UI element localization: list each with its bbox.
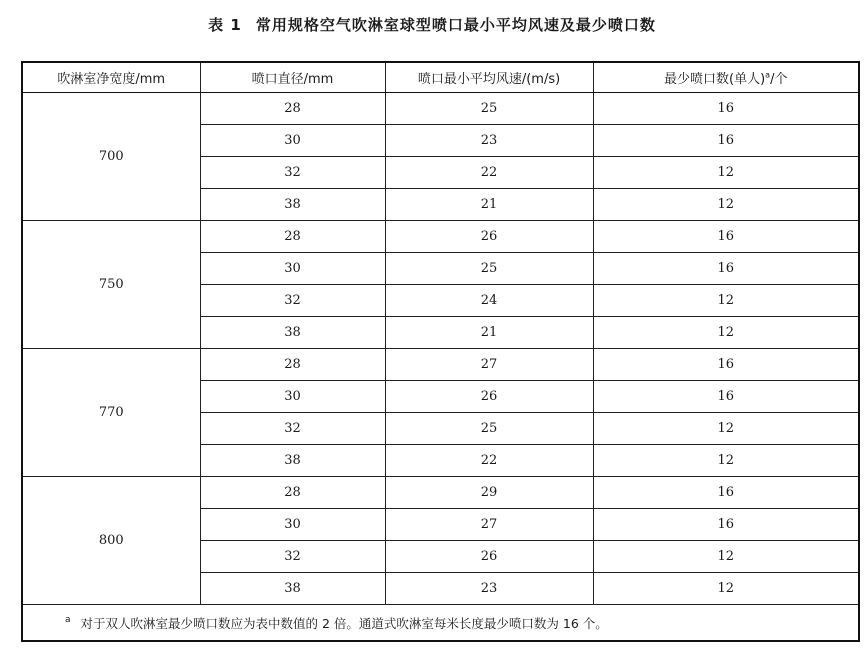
cell-speed: 25	[385, 253, 593, 285]
cell-count: 16	[593, 253, 859, 285]
cell-width: 770	[22, 349, 200, 477]
cell-count: 16	[593, 125, 859, 157]
table-caption	[0, 14, 864, 35]
cell-count: 12	[593, 157, 859, 189]
cell-count: 12	[593, 413, 859, 445]
cell-count: 12	[593, 445, 859, 477]
cell-diameter: 38	[200, 445, 385, 477]
table-row	[22, 93, 859, 125]
cell-count: 12	[593, 541, 859, 573]
header-count-prefix: 最少喷口数(单人)	[664, 72, 766, 87]
cell-speed: 25	[385, 93, 593, 125]
cell-speed: 21	[385, 189, 593, 221]
table-row	[22, 477, 859, 509]
cell-diameter: 38	[200, 317, 385, 349]
cell-speed: 27	[385, 349, 593, 381]
cell-diameter: 28	[200, 93, 385, 125]
cell-diameter: 28	[200, 349, 385, 381]
cell-diameter: 28	[200, 221, 385, 253]
cell-speed: 26	[385, 221, 593, 253]
cell-speed: 22	[385, 445, 593, 477]
cell-speed: 26	[385, 541, 593, 573]
air-shower-nozzle-table	[21, 61, 860, 642]
table-row	[22, 349, 859, 381]
cell-speed: 21	[385, 317, 593, 349]
footnote-cell	[22, 605, 859, 642]
cell-diameter: 30	[200, 125, 385, 157]
cell-count: 16	[593, 93, 859, 125]
cell-speed: 23	[385, 125, 593, 157]
header-speed: 喷口最小平均风速/(m/s)	[385, 62, 593, 93]
cell-diameter: 32	[200, 541, 385, 573]
cell-width: 700	[22, 93, 200, 221]
cell-speed: 24	[385, 285, 593, 317]
cell-speed: 26	[385, 381, 593, 413]
table-title: 常用规格空气吹淋室球型喷口最小平均风速及最少喷口数	[255, 16, 656, 34]
header-count-suffix: /个	[770, 72, 788, 87]
cell-count: 16	[593, 221, 859, 253]
cell-count: 12	[593, 189, 859, 221]
cell-diameter: 28	[200, 477, 385, 509]
cell-diameter: 30	[200, 381, 385, 413]
cell-diameter: 38	[200, 189, 385, 221]
cell-count: 16	[593, 349, 859, 381]
table-number: 表 1	[208, 16, 242, 34]
cell-count: 16	[593, 477, 859, 509]
cell-count: 12	[593, 317, 859, 349]
footnote-row	[22, 605, 859, 642]
cell-count: 12	[593, 573, 859, 605]
cell-speed: 22	[385, 157, 593, 189]
cell-speed: 29	[385, 477, 593, 509]
table-body	[22, 93, 859, 605]
cell-width: 800	[22, 477, 200, 605]
header-count	[593, 62, 859, 93]
cell-diameter: 32	[200, 413, 385, 445]
cell-width: 750	[22, 221, 200, 349]
cell-diameter: 32	[200, 157, 385, 189]
cell-count: 16	[593, 381, 859, 413]
table-row	[22, 221, 859, 253]
header-row	[22, 62, 859, 93]
footnote-mark: a	[65, 615, 71, 626]
cell-speed: 23	[385, 573, 593, 605]
footnote-text: 对于双人吹淋室最少喷口数应为表中数值的 2 倍。通道式吹淋室每米长度最少喷口数为 16 个。	[80, 615, 608, 631]
cell-diameter: 38	[200, 573, 385, 605]
header-count-footnote-mark: a	[765, 70, 771, 80]
cell-count: 12	[593, 285, 859, 317]
header-width: 吹淋室净宽度/mm	[22, 62, 200, 93]
cell-diameter: 30	[200, 509, 385, 541]
header-diameter: 喷口直径/mm	[200, 62, 385, 93]
cell-diameter: 30	[200, 253, 385, 285]
cell-count: 16	[593, 509, 859, 541]
cell-speed: 25	[385, 413, 593, 445]
cell-speed: 27	[385, 509, 593, 541]
cell-diameter: 32	[200, 285, 385, 317]
